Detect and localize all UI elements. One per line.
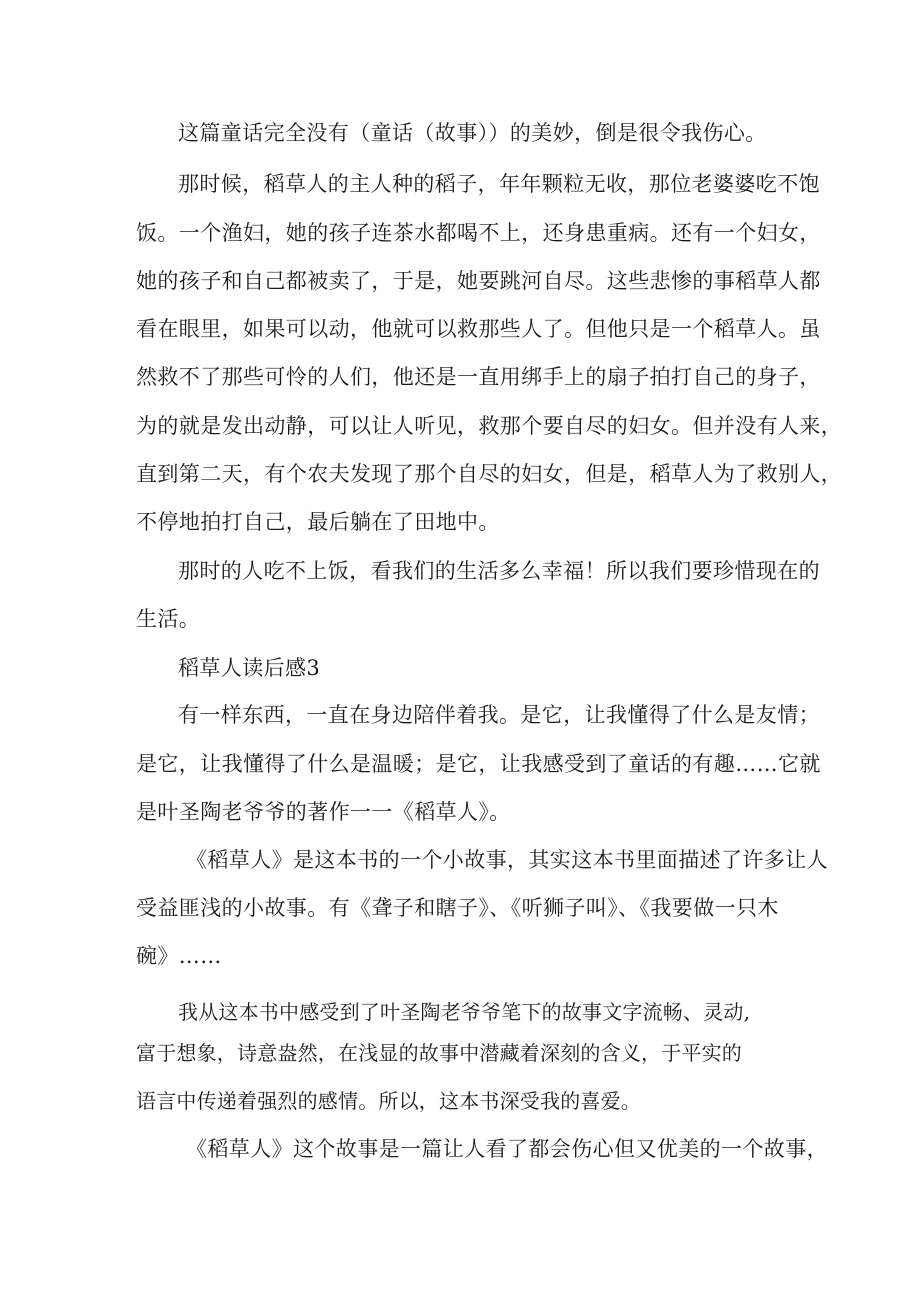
paragraph-2-line-2: 饭。一个渔妇，她的孩子连茶水都喝不上，还身患重病。还有一个妇女， bbox=[136, 221, 821, 245]
paragraph-2-line-5: 然救不了那些可怜的人们，他还是一直用绑手上的扇子拍打自己的身子， bbox=[136, 365, 821, 389]
paragraph-2-line-6: 为的就是发出动静，可以让人听见，救那个要自尽的妇女。但并没有人来， bbox=[136, 414, 843, 438]
paragraph-7-line-1: 《稻草人》这个故事是一篇让人看了都会伤心但又优美的一个故事， bbox=[186, 1137, 828, 1161]
paragraph-5-line-1: 《稻草人》是这本书的一个小故事，其实这本书里面描述了许多让人 bbox=[186, 848, 828, 872]
paragraph-4-line-1: 有一样东西，一直在身边陪伴着我。是它，让我懂得了什么是友情； bbox=[178, 703, 820, 727]
paragraph-6-line-1: 我从这本书中感受到了叶圣陶老爷爷笔下的故事文字流畅、灵动, bbox=[178, 1000, 751, 1024]
paragraph-5-line-2: 受益匪浅的小故事。有《聋子和瞎子》、《听狮子叫》、《我要做一只木 bbox=[136, 896, 779, 920]
paragraph-6-line-2: 富于想象，诗意盎然，在浅显的故事中潜藏着深刻的含义，于平实的 bbox=[136, 1041, 742, 1065]
paragraph-4-line-3: 是叶圣陶老爷爷的著作一一《稻草人》。 bbox=[136, 800, 511, 824]
paragraph-2-line-4: 看在眼里，如果可以动，他就可以救那些人了。但他只是一个稻草人。虽 bbox=[136, 317, 821, 341]
paragraph-4-line-2: 是它，让我懂得了什么是温暖；是它，让我感受到了童话的有趣……它就 bbox=[136, 752, 821, 776]
paragraph-2-line-7: 直到第二天，有个农夫发现了那个自尽的妇女，但是，稻草人为了救别人， bbox=[136, 462, 843, 486]
paragraph-3-line-1: 那时的人吃不上饭，看我们的生活多么幸福！所以我们要珍惜现在的 bbox=[178, 559, 820, 583]
paragraph-5-line-3: 碗》…… bbox=[136, 944, 222, 968]
section-heading: 稻草人读后感3 bbox=[178, 656, 321, 680]
paragraph-2-line-3: 她的孩子和自己都被卖了，于是，她要跳河自尽。这些悲惨的事稻草人都 bbox=[136, 269, 821, 293]
paragraph-2-line-1: 那时候，稻草人的主人种的稻子，年年颗粒无收，那位老婆婆吃不饱 bbox=[178, 172, 820, 196]
paragraph-3-line-2: 生活。 bbox=[136, 607, 201, 631]
paragraph-2-line-8: 不停地拍打自己，最后躺在了田地中。 bbox=[136, 510, 500, 534]
paragraph-6-line-3: 语言中传递着强烈的感情。所以，这本书深受我的喜爱。 bbox=[136, 1089, 641, 1113]
paragraph-1-line-1: 这篇童话完全没有（童话（故事））的美妙，倒是很令我伤心。 bbox=[178, 121, 767, 145]
